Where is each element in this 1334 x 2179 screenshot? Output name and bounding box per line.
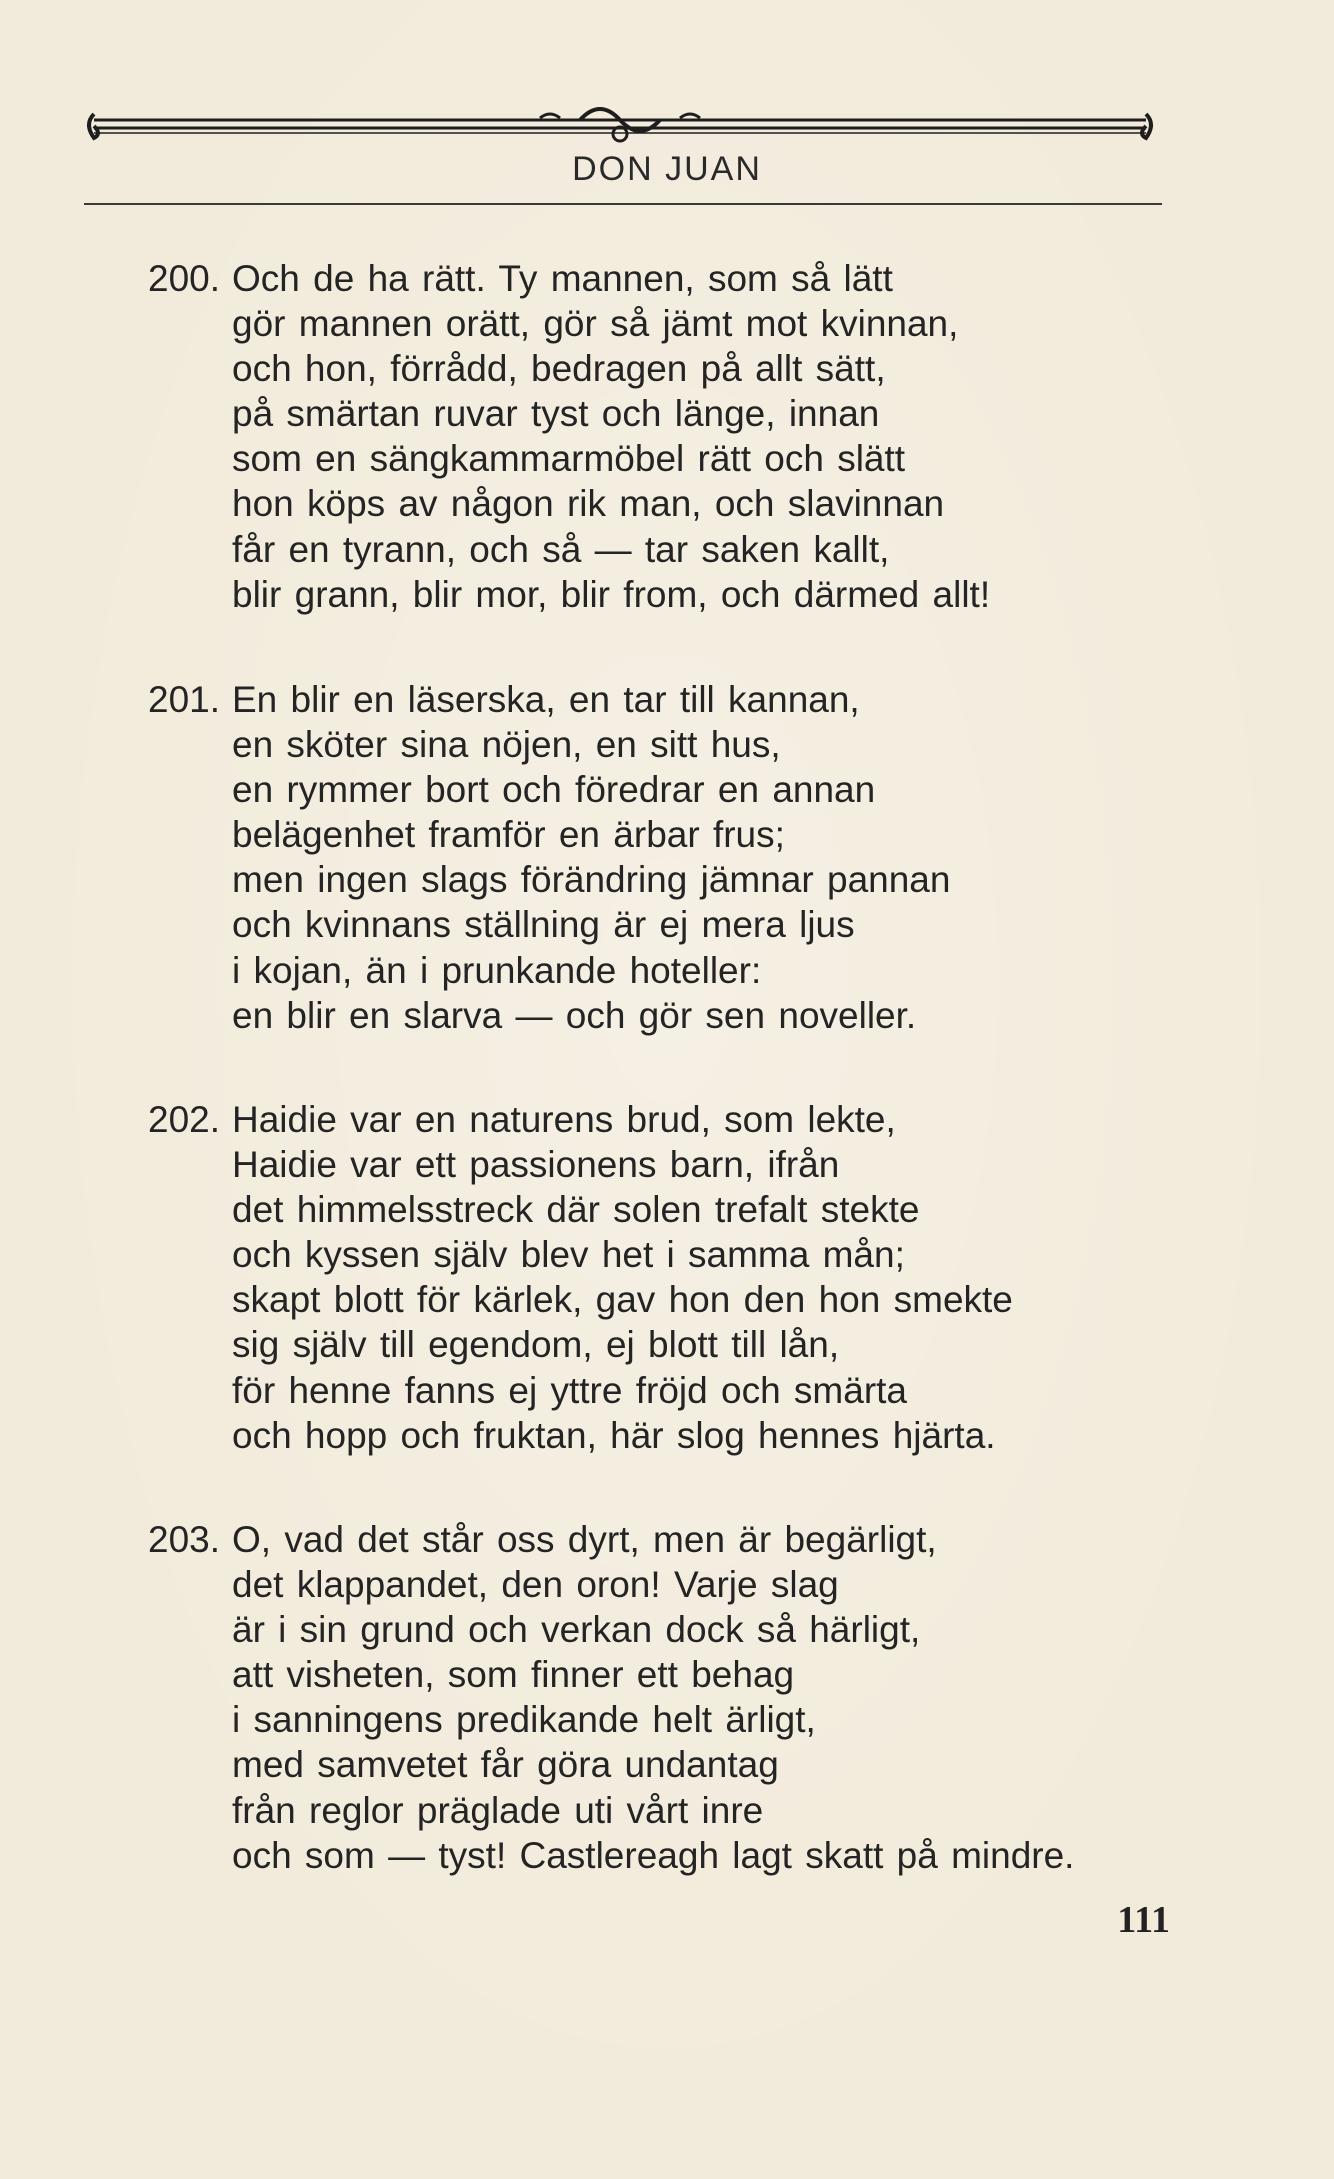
stanza-202 bbox=[148, 1097, 1208, 1458]
stanza-lines bbox=[232, 677, 1208, 1038]
verse-line: men ingen slags förändring jämnar pannan bbox=[232, 859, 951, 901]
verse-line: som en sängkammarmöbel rätt och slätt bbox=[232, 438, 906, 480]
verse-line: hon köps av någon rik man, och slavinnan bbox=[232, 483, 945, 525]
verse-line: En blir en läserska, en tar till kannan, bbox=[232, 679, 860, 720]
verse-line: det himmelsstreck där solen trefalt stekte bbox=[232, 1189, 920, 1231]
stanza-lines bbox=[232, 256, 1208, 617]
verse-line: en rymmer bort och föredrar en annan bbox=[232, 769, 876, 811]
stanza-lines bbox=[232, 1097, 1208, 1458]
verse-line: får en tyrann, och så — tar saken kallt, bbox=[232, 528, 890, 570]
verse-line: i sanningens predikande helt ärligt, bbox=[232, 1699, 816, 1741]
stanza-number: 203. bbox=[148, 1519, 221, 1560]
verse-line: Haidie var en naturens brud, som lekte, bbox=[232, 1099, 896, 1140]
stanza-201 bbox=[148, 677, 1208, 1038]
verse-line: att visheten, som finner ett behag bbox=[232, 1654, 795, 1696]
verse-line: O, vad det står oss dyrt, men är begärligt, bbox=[232, 1519, 937, 1560]
stanza-number: 200. bbox=[148, 258, 221, 299]
verse-line: från reglor präglade uti vårt inre bbox=[232, 1789, 764, 1831]
verse-line: en sköter sina nöjen, en sitt hus, bbox=[232, 724, 781, 766]
verse-line: Och de ha rätt. Ty mannen, som så lätt bbox=[232, 258, 893, 299]
verse-line: gör mannen orätt, gör så jämt mot kvinnan, bbox=[232, 303, 959, 345]
header-rule bbox=[84, 203, 1162, 205]
verse-line: sig själv till egendom, ej blott till lån, bbox=[232, 1324, 840, 1366]
verse-line: skapt blott för kärlek, gav hon den hon smekte bbox=[232, 1279, 1013, 1321]
verse-line: belägenhet framför en ärbar frus; bbox=[232, 814, 785, 856]
verse-line: för henne fanns ej yttre fröjd och smärta bbox=[232, 1369, 908, 1411]
stanza-lines bbox=[232, 1517, 1208, 1878]
verse-line: en blir en slarva — och gör sen noveller. bbox=[232, 994, 917, 1036]
verse-line: och hon, förrådd, bedragen på allt sätt, bbox=[232, 348, 886, 390]
running-title: DON JUAN bbox=[572, 150, 762, 188]
verse-line: är i sin grund och verkan dock så härligt, bbox=[232, 1609, 921, 1651]
verse-line: det klappandet, den oron! Varje slag bbox=[232, 1564, 839, 1606]
verse-line: i kojan, än i prunkande hoteller: bbox=[232, 949, 762, 991]
verse-line: och kyssen själv blev het i samma mån; bbox=[232, 1234, 905, 1276]
stanza-200 bbox=[148, 256, 1208, 617]
verse-line: blir grann, blir mor, blir from, och därmed allt! bbox=[232, 573, 991, 615]
stanza-number: 201. bbox=[148, 679, 221, 720]
stanza-number: 202. bbox=[148, 1099, 221, 1140]
verse-line: Haidie var ett passionens barn, ifrån bbox=[232, 1144, 840, 1186]
verse-line: och hopp och fruktan, här slog hennes hjärta. bbox=[232, 1414, 996, 1456]
verse-line: och kvinnans ställning är ej mera ljus bbox=[232, 904, 855, 946]
verse-line: på smärtan ruvar tyst och länge, innan bbox=[232, 393, 880, 435]
verse-line: och som — tyst! Castlereagh lagt skatt på mindre. bbox=[232, 1834, 1075, 1876]
verse-line: med samvetet får göra undantag bbox=[232, 1744, 779, 1786]
page-number: 111 bbox=[1117, 1899, 1170, 1941]
stanza-203 bbox=[148, 1517, 1208, 1878]
